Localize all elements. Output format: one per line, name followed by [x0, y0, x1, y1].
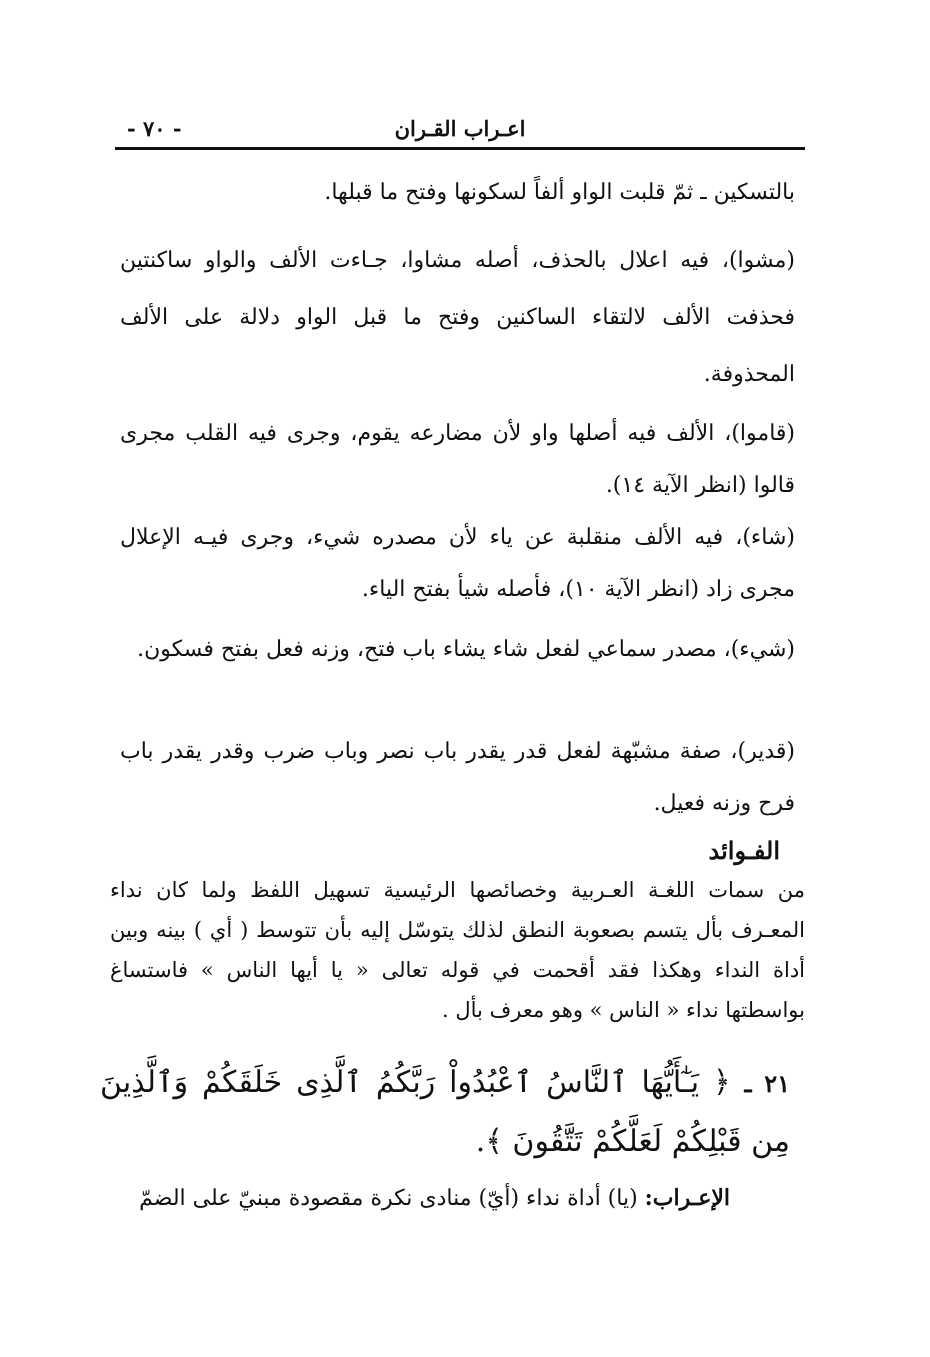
irab-label: الإعـراب:: [644, 1185, 730, 1211]
header-rule: [115, 147, 805, 150]
page-header: [115, 112, 805, 146]
verse-number: ٢١ ـ: [744, 1069, 790, 1098]
verse-text: ﴿ يَـٰٓأَيُّهَا ٱلنَّاسُ ٱعْبُدُواْ رَبَّكُمُ ٱلَّذِى خَلَقَكُمْ وَٱلَّذِينَ مِن قَبْلِكُمْ لَعَلَّكُمْ تَتَّقُونَ ﴾.: [100, 1065, 790, 1159]
paragraph-qamu: (قاموا)، الألف فيه أصلها واو لأن مضارعه يقوم، وجرى فيه القلب مجرى قالوا (انظر الآية ١٤).: [120, 421, 795, 498]
irab-line: [100, 1178, 730, 1219]
running-title: اعـراب القـران: [394, 116, 526, 141]
benefits-heading: الفـوائد: [708, 836, 780, 865]
benefits-text: من سمات اللغـة العـربية وخصائصها الرئيسية تسهيل اللفظ ولما كان نداء المعـرف بأل يتسم بصعوبة النطق لذلك يتوسّل إليه بأن تتوسط ( أي ) بينه وبين أداة النداء وهكذا فقد أقحمت في قوله تعالى « يا أيها الناس » فاستساغ بواسطتها نداء « الناس » وهو معرف بأل .: [110, 878, 805, 1022]
paragraph-continuation: بالتسكين ـ ثمّ قلبت الواو ألفاً لسكونها وفتح ما قبلها.: [324, 180, 795, 205]
paragraph-shaa: (شاء)، فيه الألف منقلبة عن ياء لأن مصدره شيء، وجرى فيـه الإعلال مجرى زاد (انظر الآية ١٠)، فأصله شيأ بفتح الياء.: [120, 525, 795, 602]
irab-text: (يا) أداة نداء (أيّ) منادى نكرة مقصودة مبنيّ على الضمّ: [139, 1186, 638, 1211]
paragraph-mashaw: (مشوا)، فيه اعلال بالحذف، أصله مشاوا، جـاءت الألف والواو ساكنتين فحذفت الألف لالتقاء الساكنين وفتح ما قبل الواو دلالة على الألف المحذوفة.: [120, 248, 795, 387]
page-number: - ٧٠ -: [127, 116, 182, 141]
paragraph-qadir: (قدير)، صفة مشبّهة لفعل قدر يقدر باب نصر وباب ضرب وقدر يقدر باب فرح وزنه فعيل.: [120, 739, 795, 816]
quran-verse: [100, 1054, 790, 1171]
paragraph-shay: (شيء)، مصدر سماعي لفعل شاء يشاء باب فتح، وزنه فعل بفتح فسكون.: [137, 637, 795, 662]
